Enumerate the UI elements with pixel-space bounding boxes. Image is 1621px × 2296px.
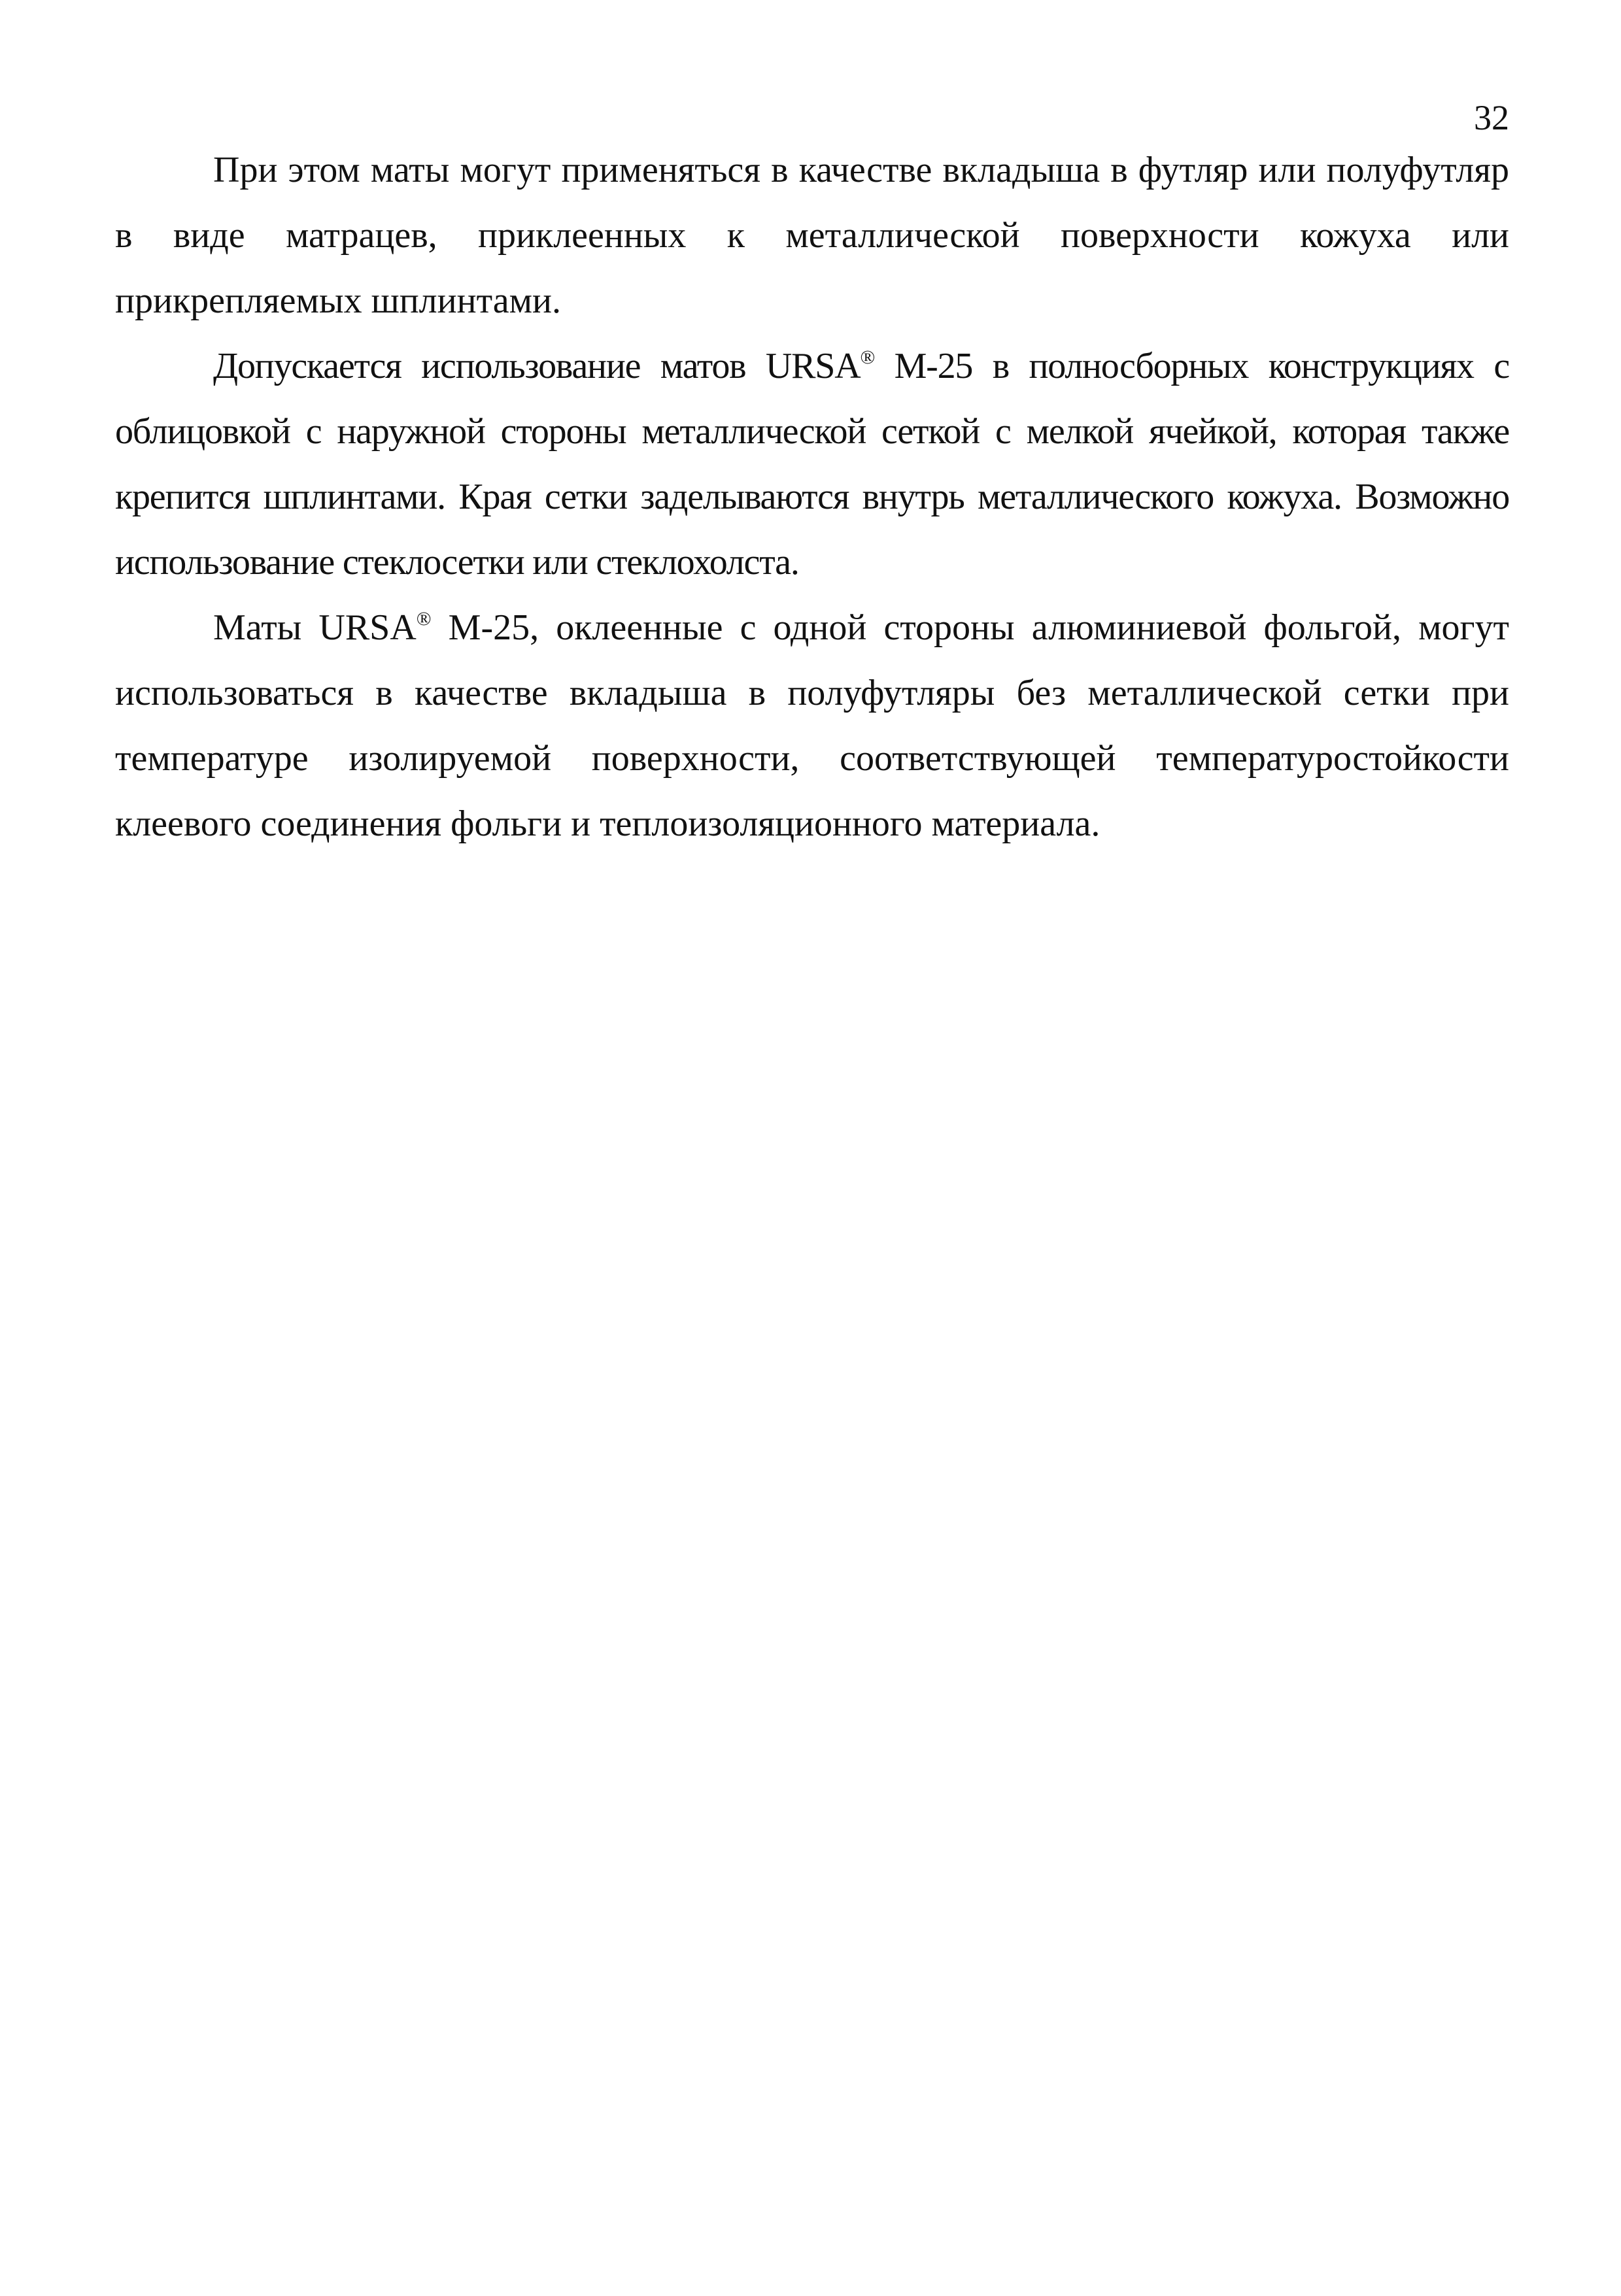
registered-mark: ® — [416, 608, 432, 630]
paragraph-2-text-end: М-25 в полносборных конструкциях с облицовкой с наружной стороны металлической сеткой с мелкой ячейкой, которая также крепится шплинтами. Края сетки заделываются внутрь металлического кожуха. Возможно использование стеклосетки или стеклохолста. — [115, 346, 1509, 582]
paragraph-3-text-start: Маты URSA — [213, 607, 417, 648]
registered-mark: ® — [860, 346, 875, 368]
paragraph-3-text-end: М-25, оклеенные с одной стороны алюминиевой фольгой, могут использоваться в качестве вкладыша в полуфутляры без металлической сетки при температуре изолируемой поверхности, соответствующей температуростойкости клеевого соединения фольги и теплоизоляционного материала. — [115, 607, 1509, 844]
paragraph-1: При этом маты могут применяться в качестве вкладыша в футляр или полуфутляр в виде матрацев, приклеенных к металлической поверхности кожуха или прикрепляемых шплинтами. — [115, 150, 1509, 321]
paragraph-2 — [115, 333, 1509, 595]
page-number: 32 — [1474, 98, 1509, 137]
document-body — [115, 137, 1509, 856]
paragraph-3 — [115, 595, 1509, 856]
paragraph-2-text-start: Допускается использование матов URSA — [213, 346, 861, 386]
